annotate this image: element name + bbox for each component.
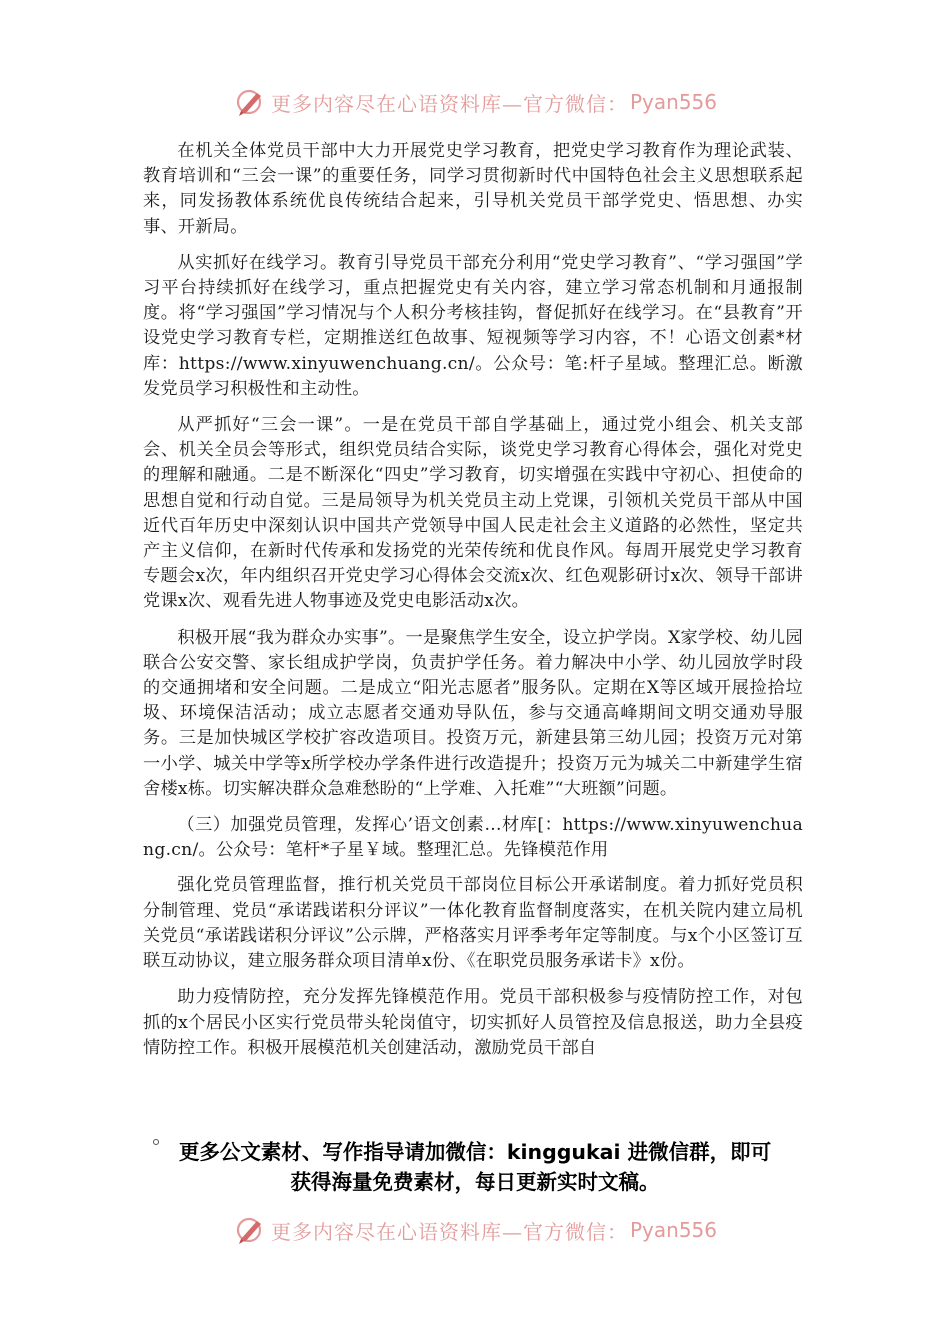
paragraph-online-study: 从实抓好在线学习。教育引导党员干部充分利用“党史学习教育”、“学习强国”学习平台持续抓好在线学习，重点把握党史有关内容，建立学习常态机制和月通报制度。将“学习强国”学习情况与个人积分考核挂钩，督促抓好在线学习。在“县教育”开设党史学习教育专栏，定期推送红色故事、短视频等学习内容，不！心语文创素*材库：https://www.xinyuwenchuang.cn/。公众号：笔:杆子星域。整理汇总。断激发党员学习积极性和主动性。 <box>143 252 803 399</box>
promo-line-2: 获得海量免费素材，每日更新实时文稿。 <box>290 1170 660 1194</box>
header-watermark-banner <box>0 80 950 124</box>
paragraph-supervision: 强化党员管理监督，推行机关党员干部岗位目标公开承诺制度。着力抓好党员积分制管理、党员“承诺践诺积分评议”一体化教育监督制度落实，在机关院内建立局机关党员“承诺践诺积分评议”公示牌，严格落实月评季考年定等制度。与x个小区签订互联互动协议，建立服务群众项目清单x份、《在职党员服务承诺卡》x份。 <box>143 875 803 972</box>
pen-logo-icon <box>233 1213 267 1247</box>
paragraph-intro: 在机关全体党员干部中大力开展党史学习教育，把党史学习教育作为理论武装、教育培训和“三会一课”的重要任务，同学习贯彻新时代中国特色社会主义思想联系起来，同发扬教体系统优良传统结合起来，引导机关党员干部学党史、悟思想、办实事、开新局。 <box>143 141 803 237</box>
pen-logo-icon <box>233 85 267 119</box>
footer-watermark-banner <box>0 1208 950 1252</box>
paragraph-three-meetings: 从严抓好“三会一课”。一是在党员干部自学基础上，通过党小组会、机关支部会、机关全员会等形式，组织党员结合实际，谈党史学习教育心得体会，强化对党史的理解和融通。二是不断深化“四史”学习教育，切实增强在实践中守初心、担使命的思想自觉和行动自觉。三是局领导为机关党员主动上党课，引领机关党员干部从中国近代百年历史中深刻认识中国共产党领导中国人民走社会主义道路的必然性，坚定共产主义信仰，在新时代传承和发扬党的光荣传统和优良作风。每周开展党史学习教育专题会x次，年内组织召开党史学习心得体会交流x次、红色观影研讨x次、领导干部讲党课x次、观看先进人物事迹及党史电影活动x次。 <box>143 415 803 612</box>
document-body <box>143 139 803 1072</box>
header-banner-wechat-id: Pyan556 <box>629 90 717 114</box>
section-heading-member-management: （三）加强党员管理，发挥心’语文创素…材库[：https://www.xinyuwenchuang.cn/。公众号：笔杆*子星￥域。整理汇总。先锋模范作用 <box>143 815 803 861</box>
footer-banner-text: 更多内容尽在心语资料库—官方微信： <box>270 1219 628 1244</box>
footer-banner-wechat-id: Pyan556 <box>629 1218 717 1242</box>
promo-notice <box>100 1137 850 1197</box>
paragraph-practical-work: 积极开展“我为群众办实事”。一是聚焦学生安全，设立护学岗。X家学校、幼儿园联合公安交警、家长组成护学岗，负责护学任务。着力解决中小学、幼儿园放学时段的交通拥堵和安全问题。二是成立“阳光志愿者”服务队。定期在X等区域开展捡拾垃圾、环境保洁活动；成立志愿者交通劝导队伍，参与交通高峰期间文明交通劝导服务。三是加快城区学校扩容改造项目。投资万元，新建县第三幼儿园；投资万元对第一小学、城关中学等x所学校办学条件进行改造提升；投资万元为城关二中新建学生宿舍楼x栋。切实解决群众急难愁盼的“上学难、入托难”“大班额”问题。 <box>143 627 803 799</box>
promo-line-1: 更多公文素材、写作指导请加微信：kinggukai 进微信群，即可 <box>178 1140 772 1164</box>
paragraph-epidemic-control: 助力疫情防控，充分发挥先锋模范作用。党员干部积极参与疫情防控工作，对包抓的x个居民小区实行党员带头轮岗值守，切实抓好人员管控及信息报送，助力全县疫情防控工作。积极开展模范机关创建活动，激励党员干部自 <box>143 987 803 1058</box>
header-banner-text: 更多内容尽在心语资料库—官方微信： <box>270 91 628 116</box>
